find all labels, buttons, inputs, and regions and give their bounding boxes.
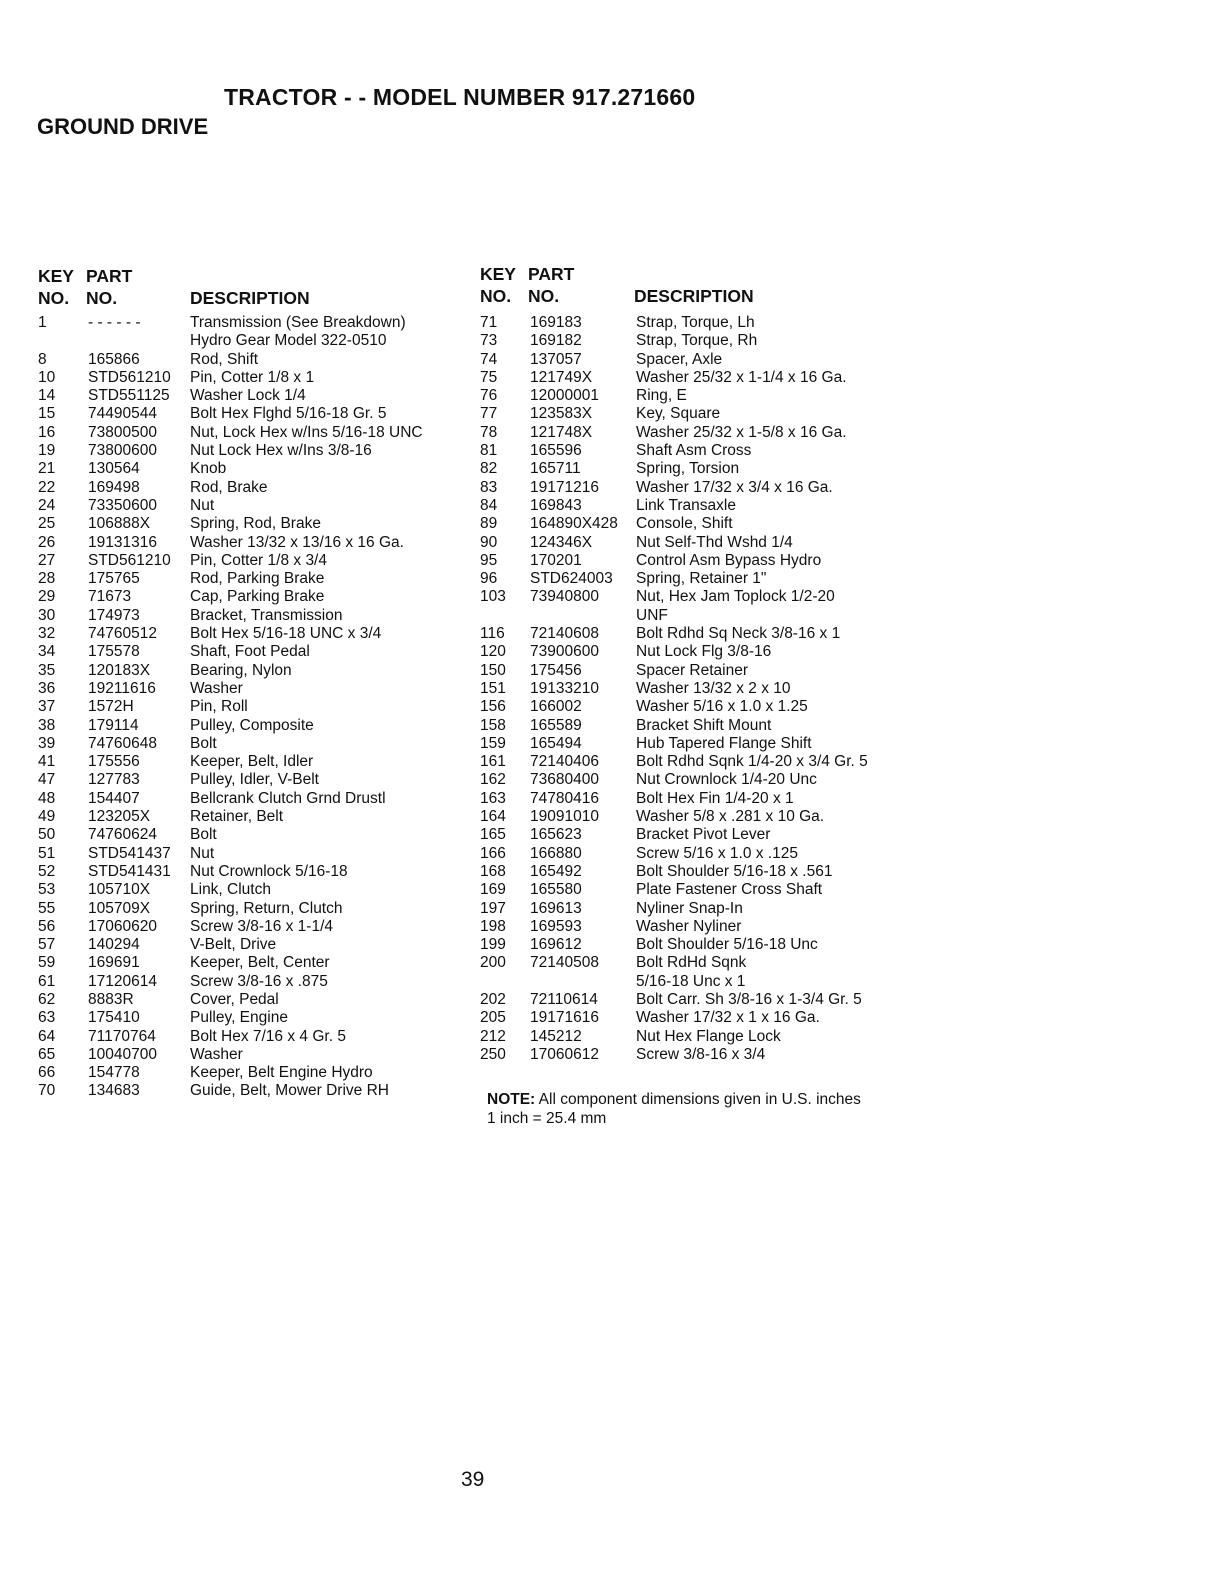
key-number: 156 [480,698,506,716]
key-number: 65 [38,1045,56,1063]
key-number: 52 [38,862,56,880]
part-number: 175578 [88,643,140,661]
part-number: 127783 [88,771,140,789]
key-no-header-top: KEY [38,266,74,286]
part-number: 73800600 [88,442,157,460]
key-number: 32 [38,625,56,643]
part-number: 154407 [88,789,140,807]
part-description: Strap, Torque, Rh [636,332,758,350]
part-number: 170201 [530,551,582,569]
part-description: Washer [190,679,243,697]
part-description: Hydro Gear Model 322-0510 [190,332,387,350]
part-number: 165492 [530,862,582,880]
part-number: 164890X428 [530,515,618,533]
part-description: Cover, Pedal [190,990,279,1008]
key-number: 59 [38,954,56,972]
key-number: 161 [480,753,506,771]
note-line-1: All component dimensions given in U.S. inches [538,1091,861,1108]
part-description: Washer [190,1045,243,1063]
key-number: 77 [480,405,498,423]
part-number: 72140508 [530,954,599,972]
key-number: 63 [38,1009,56,1027]
part-description: V-Belt, Drive [190,936,277,954]
part-no-header-top: PART [86,266,133,286]
part-description: Washer 5/16 x 1.0 x 1.25 [636,698,808,716]
part-number: STD561210 [88,551,171,569]
part-number: 105709X [88,899,151,917]
part-number: 165596 [530,442,582,460]
key-number: 82 [480,460,498,478]
part-description: Guide, Belt, Mower Drive RH [190,1082,389,1100]
description-header: DESCRIPTION [634,286,754,306]
key-number: 200 [480,954,506,972]
part-number: 134683 [88,1082,140,1100]
part-description: Bellcrank Clutch Grnd Drustl [190,789,386,807]
key-number: 169 [480,881,506,899]
part-number: 73900600 [530,643,599,661]
part-description: Link Transaxle [636,496,736,514]
part-number: 72140406 [530,753,599,771]
part-number: 17060612 [530,1045,599,1063]
part-number: 1572H [88,698,134,716]
key-number: 81 [480,442,498,460]
part-description: Spacer, Axle [636,350,723,368]
part-number: 137057 [530,350,582,368]
part-description: Bolt [190,826,217,844]
part-number: 74780416 [530,789,599,807]
key-number: 83 [480,478,498,496]
part-description: Screw 3/8-16 x 1-1/4 [190,917,334,935]
key-number: 48 [38,789,56,807]
part-description: Key, Square [636,405,721,423]
key-number: 22 [38,478,56,496]
part-number: 105710X [88,881,151,899]
part-description: Nut Hex Flange Lock [636,1027,781,1045]
key-number: 29 [38,588,56,606]
key-number: 70 [38,1082,56,1100]
key-number: 164 [480,808,506,826]
key-number: 55 [38,899,56,917]
page-title: TRACTOR - - MODEL NUMBER 917.271660 [224,84,696,110]
part-description: Nut, Hex Jam Toplock 1/2-20 [636,588,835,606]
key-number: 78 [480,423,498,441]
key-number: 15 [38,405,56,423]
part-number: 74760648 [88,734,157,752]
part-description: Screw 3/8-16 x .875 [190,972,328,990]
key-number: 71 [480,314,498,331]
part-number: 124346X [530,533,593,551]
section-title: GROUND DRIVE [37,114,209,139]
key-number: 89 [480,515,498,533]
key-number: 150 [480,661,506,679]
part-number: 121749X [530,368,593,386]
key-number: 8 [38,350,47,368]
key-number: 76 [480,387,498,405]
part-number: 72110614 [530,990,598,1008]
part-number: 19133210 [530,679,599,697]
part-description: Washer Nyliner [636,917,742,935]
part-description: Shaft, Foot Pedal [190,643,310,661]
key-number: 66 [38,1064,56,1082]
part-number: 154778 [88,1064,140,1082]
key-number: 95 [480,551,498,569]
part-number: 120183X [88,661,151,679]
part-description: Console, Shift [636,515,733,533]
key-number: 74 [480,350,498,368]
part-number: 145212 [530,1027,582,1045]
part-description: Nut Crownlock 5/16-18 [190,862,348,880]
part-description: Link, Clutch [190,881,271,899]
key-number: 64 [38,1027,56,1045]
key-number: 84 [480,496,498,514]
key-number: 37 [38,698,56,716]
part-description: Ring, E [636,387,687,405]
part-description: 5/16-18 Unc x 1 [636,972,746,990]
part-number: 12000001 [530,387,599,405]
part-number: 165580 [530,881,582,899]
key-number: 16 [38,423,56,441]
part-description: Keeper, Belt, Center [190,954,330,972]
part-number: 10040700 [88,1045,157,1063]
key-number: 50 [38,826,56,844]
part-description: Nut, Lock Hex w/Ins 5/16-18 UNC [190,423,423,441]
part-description: Pulley, Engine [190,1009,288,1027]
part-description: Bolt Rdhd Sqnk 1/4-20 x 3/4 Gr. 5 [636,753,868,771]
key-number: 35 [38,661,56,679]
part-description: Washer 25/32 x 1-5/8 x 16 Ga. [636,423,847,441]
key-number: 163 [480,789,506,807]
part-description: Spring, Torsion [636,460,740,478]
note-line-2: 1 inch = 25.4 mm [487,1109,607,1127]
part-number: 169612 [530,936,582,954]
part-number: 130564 [88,460,140,478]
part-description: Bolt Hex 7/16 x 4 Gr. 5 [190,1027,346,1045]
key-number: 24 [38,496,56,514]
key-number: 212 [480,1027,506,1045]
part-number: 73940800 [530,588,599,606]
key-number: 30 [38,606,56,624]
part-description: Washer 17/32 x 1 x 16 Ga. [636,1009,820,1027]
part-description: Pin, Cotter 1/8 x 3/4 [190,551,327,569]
description-header: DESCRIPTION [190,288,310,308]
part-number: STD624003 [530,570,613,588]
part-number: 72140608 [530,625,599,643]
part-number: 175410 [88,1009,140,1027]
part-description: Nut Lock Flg 3/8-16 [636,643,772,661]
key-number: 28 [38,570,56,588]
key-number: 151 [480,679,506,697]
part-number: 169183 [530,314,582,331]
part-number: 74490544 [88,405,157,423]
part-description: Pin, Roll [190,698,248,716]
part-description: Rod, Brake [190,478,268,496]
part-description: Washer Lock 1/4 [190,387,306,405]
part-description: Rod, Parking Brake [190,570,325,588]
part-description: Bearing, Nylon [190,661,292,679]
part-no-header-bottom: NO. [528,286,560,306]
part-description: Spring, Rod, Brake [190,515,321,533]
part-description: Washer 25/32 x 1-1/4 x 16 Ga. [636,368,847,386]
part-number: 165866 [88,350,140,368]
part-number: 169498 [88,478,140,496]
note-label: NOTE: [487,1091,536,1108]
key-number: 120 [480,643,506,661]
part-description: Screw 3/8-16 x 3/4 [636,1045,766,1063]
key-no-header-top: KEY [480,264,516,284]
key-number: 166 [480,844,506,862]
key-number: 205 [480,1009,506,1027]
part-number: 175556 [88,753,140,771]
part-description: Bolt Shoulder 5/16-18 Unc [636,936,818,954]
part-number: 73350600 [88,496,157,514]
part-number: 19171616 [530,1009,599,1027]
part-number: STD561210 [88,368,171,386]
part-number: 174973 [88,606,140,624]
part-number: 73680400 [530,771,599,789]
part-description: Pulley, Idler, V-Belt [190,771,319,789]
part-description: Spring, Retainer 1" [636,570,767,588]
part-description: Control Asm Bypass Hydro [636,551,822,569]
part-description: Nut Crownlock 1/4-20 Unc [636,771,817,789]
key-number: 39 [38,734,56,752]
part-number: STD541431 [88,862,171,880]
part-number: 121748X [530,423,593,441]
key-no-header-bottom: NO. [480,286,512,306]
part-description: Nut Self-Thd Wshd 1/4 [636,533,793,551]
part-number: - - - - - - [88,314,141,331]
part-no-header-top: PART [528,264,575,284]
key-number: 202 [480,990,506,1008]
key-number: 19 [38,442,56,460]
part-number: 74760624 [88,826,157,844]
key-number: 159 [480,734,506,752]
part-number: 71673 [88,588,132,606]
part-description: Bolt Hex 5/16-18 UNC x 3/4 [190,625,382,643]
part-description: Hub Tapered Flange Shift [636,734,812,752]
part-number: 74760512 [88,625,157,643]
key-number: 14 [38,387,56,405]
part-description: Bolt [190,734,217,752]
part-number: 169613 [530,899,582,917]
key-number: 53 [38,881,56,899]
key-no-header-bottom: NO. [38,288,70,308]
part-description: Bolt Shoulder 5/16-18 x .561 [636,862,833,880]
key-number: 57 [38,936,56,954]
part-description: UNF [636,606,668,624]
part-description: Washer 17/32 x 3/4 x 16 Ga. [636,478,833,496]
part-description: Bolt Hex Flghd 5/16-18 Gr. 5 [190,405,387,423]
key-number: 10 [38,368,56,386]
key-number: 34 [38,643,56,661]
part-number: 169593 [530,917,582,935]
dimension-note [487,1091,861,1128]
key-number: 25 [38,515,56,533]
key-number: 61 [38,972,56,990]
part-description: Pin, Cotter 1/8 x 1 [190,368,315,386]
part-description: Pulley, Composite [190,716,314,734]
key-number: 198 [480,917,506,935]
part-number: 19131316 [88,533,157,551]
part-number: 19171216 [530,478,599,496]
part-description: Keeper, Belt Engine Hydro [190,1064,373,1082]
key-number: 96 [480,570,498,588]
key-number: 103 [480,588,506,606]
part-description: Plate Fastener Cross Shaft [636,881,823,899]
part-description: Transmission (See Breakdown) [190,314,406,331]
key-number: 75 [480,368,498,386]
key-number: 162 [480,771,506,789]
part-description: Nyliner Snap-In [636,899,743,917]
part-number: 123205X [88,808,151,826]
key-number: 250 [480,1045,506,1063]
part-number: 165711 [530,460,581,478]
part-description: Washer 5/8 x .281 x 10 Ga. [636,808,825,826]
part-description: Knob [190,460,227,478]
part-description: Nut Lock Hex w/Ins 3/8-16 [190,442,372,460]
key-number: 47 [38,771,56,789]
part-number: 17060620 [88,917,157,935]
part-number: 166002 [530,698,582,716]
part-description: Spring, Return, Clutch [190,899,343,917]
key-number: 165 [480,826,506,844]
part-number: 169691 [88,954,140,972]
part-description: Shaft Asm Cross [636,442,752,460]
key-number: 49 [38,808,56,826]
part-description: Bracket Shift Mount [636,716,772,734]
part-description: Spacer Retainer [636,661,749,679]
key-number: 199 [480,936,506,954]
part-number: 19211616 [88,679,156,697]
key-number: 36 [38,679,56,697]
part-description: Washer 13/32 x 2 x 10 [636,679,791,697]
part-description: Nut [190,844,215,862]
part-description: Bracket Pivot Lever [636,826,771,844]
part-number: 19091010 [530,808,599,826]
part-number: 8883R [88,990,134,1008]
key-number: 27 [38,551,56,569]
key-number: 168 [480,862,506,880]
part-number: 169843 [530,496,582,514]
key-number: 90 [480,533,498,551]
key-number: 21 [38,460,56,478]
part-description: Bolt Rdhd Sq Neck 3/8-16 x 1 [636,625,841,643]
part-number: 17120614 [88,972,157,990]
part-number: 165494 [530,734,582,752]
page-number: 39 [461,1468,485,1491]
part-description: Bolt Hex Fin 1/4-20 x 1 [636,789,794,807]
part-description: Bolt Carr. Sh 3/8-16 x 1-3/4 Gr. 5 [636,990,862,1008]
part-number: 73800500 [88,423,157,441]
key-number: 56 [38,917,56,935]
part-number: STD551125 [88,387,170,405]
part-number: 123583X [530,405,593,423]
part-number: 165623 [530,826,582,844]
part-description: Washer 13/32 x 13/16 x 16 Ga. [190,533,404,551]
part-description: Keeper, Belt, Idler [190,753,314,771]
part-description: Retainer, Belt [190,808,284,826]
part-number: 169182 [530,332,582,350]
key-number: 41 [38,753,56,771]
part-number: 179114 [88,716,139,734]
part-no-header-bottom: NO. [86,288,118,308]
part-description: Screw 5/16 x 1.0 x .125 [636,844,798,862]
key-number: 26 [38,533,56,551]
key-number: 62 [38,990,56,1008]
key-number: 1 [38,314,47,331]
part-number: 175456 [530,661,582,679]
part-number: 165589 [530,716,582,734]
key-number: 116 [480,625,505,643]
part-description: Nut [190,496,215,514]
part-description: Cap, Parking Brake [190,588,325,606]
part-description: Strap, Torque, Lh [636,314,755,331]
part-number: 166880 [530,844,582,862]
part-number: 71170764 [88,1027,156,1045]
part-description: Bolt RdHd Sqnk [636,954,747,972]
part-number: STD541437 [88,844,171,862]
key-number: 158 [480,716,506,734]
part-number: 140294 [88,936,140,954]
key-number: 38 [38,716,56,734]
key-number: 73 [480,332,498,350]
key-number: 51 [38,844,56,862]
part-number: 175765 [88,570,140,588]
part-description: Rod, Shift [190,350,259,368]
part-number: 106888X [88,515,151,533]
key-number: 197 [480,899,506,917]
part-description: Bracket, Transmission [190,606,343,624]
